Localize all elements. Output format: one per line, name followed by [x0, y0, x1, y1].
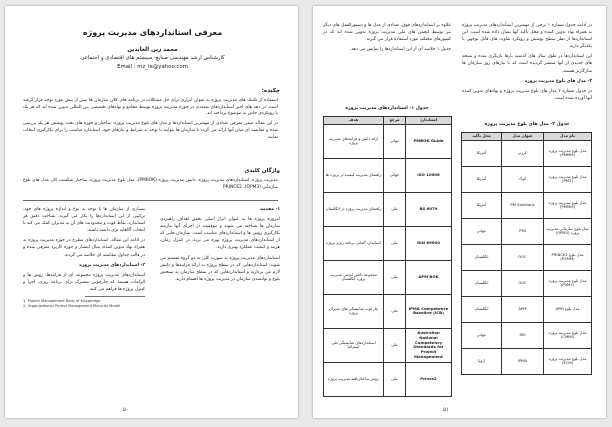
table-row [462, 166, 592, 192]
column-header: هدف [324, 117, 384, 125]
table-caption: جدول ۲- مدل های بلوغ مدیریت پروژه [484, 122, 570, 127]
body-column-right [462, 22, 592, 105]
table-cell: ISO 10006 [406, 158, 452, 192]
column-header: نام مدل [544, 133, 592, 141]
table-cell: APM BOK [406, 260, 452, 294]
table-row [462, 296, 592, 322]
table-cell: راهنمای مدیریت کیفیت در پروژه ها [324, 158, 384, 192]
table-cell: استانداردهای شایستگی ملی استرالیا [324, 328, 384, 362]
table-cell: روش ساختاریافته مدیریت پروژه [324, 362, 384, 396]
body-heading: ۱- مقدمه [260, 207, 280, 212]
table-cell: استاندارد آلمانی برنامه ریزی پروژه [324, 226, 384, 260]
table-cell: IPMA [502, 348, 544, 374]
table-cell: کرزنر [502, 140, 544, 166]
body-paragraph: در ادامه این مقاله، استانداردهای مطرح در حوزه مدیریت پروژه به همراه نهاد تدوین کننده، سال انتشار و حوزه کاربرد معرفی شده و در قالب جداول مقایسه ای خلاصه می گردند. [23, 238, 145, 258]
table-row [462, 348, 592, 374]
table-cell: مدل بلوغ مدیریت پروژه (PMMM) [544, 140, 592, 166]
table-cell: آمریکا [462, 192, 502, 218]
table-cell: مدل بلوغ مدیریت پروژه (ECM) [544, 348, 592, 374]
table-cell: مدل بلوغ PRINCE2 (P2MM) [544, 244, 592, 270]
table-cell: راهنمای مدیریت پروژه در انگلستان [324, 192, 384, 226]
table-cell: ملی [384, 260, 406, 294]
body-heading: ۲- استانداردهای مدیریت پروژه [79, 262, 145, 268]
article-title: معرفی استانداردهای مدیریت پروژه [82, 28, 223, 37]
body-column-left [23, 206, 145, 310]
body-heading: ۳- مدل های بلوغ مدیریت پروژه [524, 78, 592, 84]
abstract-body [23, 98, 278, 141]
abstract-paragraph: در این مقاله ضمن معرفی تعدادی از مهمترین استانداردها و مدل های بلوغ مدیریت پروژه، ساختار و حوزه های تحت پوشش هر یک بررسی شده و مقایسه ای میان آنها ارائه می گردد تا سازمان ها بتوانند با توجه به شرایط و نیازهای خود، استاندارد مناسب را برای بکارگیری انتخاب نمایند. [23, 121, 278, 140]
body-paragraph: در ادامه جدول شماره ۱ برخی از مهمترین استانداردهای مدیریت پروژه به همراه نهاد تدوین کننده و محل تأکید آنها نشان داده شده است. این استانداردها از نظر سطح پوشش و رویکرد تفاوت های قابل توجهی با یکدیگر دارند. [462, 23, 592, 50]
body-paragraph: در جدول شماره ۲ مدل های بلوغ مدیریت پروژه و نهادهای تدوین کننده آنها آورده شده است. [462, 88, 592, 101]
body-column-left [323, 22, 451, 56]
page-number: ۵۱ [443, 407, 449, 413]
author-block [35, 46, 270, 71]
column-header: مرجع [384, 117, 406, 125]
keywords-heading: واژگان کلیدی [244, 168, 280, 174]
table-cell: مدل بلوغ مدیریت پروژه (PM2) [544, 166, 592, 192]
table-cell: مدل بلوغ سازمانی مدیریت پروژه (OPM3) [544, 218, 592, 244]
column-header: عنوان مدل [502, 133, 544, 141]
body-paragraph: استانداردهای مدیریت پروژه مجموعه ای از فرایندها، روش ها و الزامات هستند که چارچوبی مشترک برای برنامه ریزی، اجرا و کنترل پروژه ها فراهم می کنند. [23, 272, 145, 292]
table-cell: جهانی [462, 218, 502, 244]
table-row [462, 270, 592, 296]
body-paragraph: این استانداردها در طول سال های گذشته بارها بازنگری شده و نسخه های جدیدی از آنها منتشر گردیده است که با نیازهای روز سازمان ها سازگارتر هستند. [462, 54, 592, 74]
table-cell: مدل بلوغ مدیریت پروژه (P3M3) [544, 270, 592, 296]
table-cell: Prince2 [406, 362, 452, 396]
table-cell: آمریکا [462, 166, 502, 192]
table-cell: OGC [502, 270, 544, 296]
column-header: محل تأکید [462, 133, 502, 141]
table-row [324, 192, 452, 226]
table-cell: مدل بلوغ مدیریت پروژه (CMMI) [544, 322, 592, 348]
body-paragraph: علاوه بر استانداردهای فوق، تعدادی از مدل ها و دستورالعمل های دیگر نیز توسط انجمن های ملی مدیریت پروژه تدوین شده اند که در کشورهای مختلف مورد استفاده قرار می گیرند. [323, 23, 451, 43]
right-page [313, 6, 606, 418]
table-cell: مدل بلوغ مدیریت پروژه (PMMM) [544, 192, 592, 218]
body-paragraph: استانداردهای مدیریت پروژه به صورت کلی به دو گروه تقسیم می شوند: استانداردهایی که در سطح پروژه به ارائه فرایندها و دانش لازم می پردازند و استانداردهایی که در سطح سازمان به سنجش بلوغ و توانمندی سازمان در مدیریت پروژه ها اهتمام دارند. [160, 255, 280, 282]
footnote-rule [85, 296, 145, 297]
table-cell: جهانی [384, 158, 406, 192]
table-row [324, 362, 452, 396]
table-cell: مجموعه دانش انجمن مدیریت پروژه انگلستان [324, 260, 384, 294]
table-row [324, 260, 452, 294]
table-cell: DIN 69900 [406, 226, 452, 260]
table-cell: کوک [502, 166, 544, 192]
table-cell: PMBOK Guide [406, 124, 452, 158]
table-cell: جهانی [462, 322, 502, 348]
table-row [462, 218, 592, 244]
table-cell: اروپا [462, 348, 502, 374]
table-cell: انگلستان [462, 244, 502, 270]
table-row [462, 244, 592, 270]
body-paragraph: امروزه پروژه ها به عنوان ابزار اصلی تحقق اهداف راهبردی سازمان ها شناخته می شوند و موفقیت در اجرای آنها نیازمند بکارگیری روش ها و استانداردهای مناسب است. سازمان هایی که از استانداردهای مدیریت پروژه بهره می برند، در کنترل زمان، هزینه و کیفیت عملکرد بهتری دارند. [160, 217, 280, 251]
footnote: 1. Project Management Body of Knowledge [23, 299, 101, 304]
column-header: استاندارد [406, 117, 452, 125]
table-cell: جهانی [384, 124, 406, 158]
table-cell: آمریکا [462, 140, 502, 166]
author-name: محمد زین العابدین [127, 47, 178, 53]
table-cell: ملی [384, 362, 406, 396]
table-cell: ملی [384, 226, 406, 260]
table-row [324, 226, 452, 260]
abstract-heading: چکیده: [261, 88, 280, 94]
table-cell: OGC [502, 244, 544, 270]
table-cell: PMI [502, 218, 544, 244]
table-cell: مدل بلوغ APM [544, 296, 592, 322]
author-affiliation: کارشناس ارشد مهندسی صنایع- سیستم های اقتصادی و اجتماعی [80, 55, 225, 62]
table-caption: جدول ۱- استانداردهای مدیریت پروژه [345, 106, 429, 111]
table-cell: PM Solutions [502, 192, 544, 218]
table-row [324, 124, 452, 158]
table-row [462, 140, 592, 166]
body-paragraph: جدول ۱ خلاصه ای از این استانداردها را نمایش می دهد. [349, 47, 451, 53]
table-cell: BS 6079 [406, 192, 452, 226]
table-cell: APM [502, 296, 544, 322]
table-row [324, 328, 452, 362]
table-row [324, 294, 452, 328]
table-cell: ملی [384, 294, 406, 328]
left-page [5, 6, 298, 418]
table-row [324, 158, 452, 192]
table-cell: ارائه دانش و فرایندهای مدیریت پروژه [324, 124, 384, 158]
table-cell: SEI [502, 322, 544, 348]
abstract-paragraph: استفاده از تکنیک های مدیریت پروژه به عنوان ابزاری برای حل مشکلات در برنامه های کلان سازمان ها بیش از پیش مورد توجه قرار گرفته است. در دهه های اخیر استانداردهای متعددی در حوزه مدیریت پروژه توسط مجامع و نهادهای تخصصی بین المللی تدوین شده اند که هر یک با رویکردی خاص به موضوع پرداخته اند. [23, 98, 278, 117]
table-cell: IPMA Competence Baseline (ICB) [406, 294, 452, 328]
footnote: 2. Organizational Project Management Maturity Model [23, 304, 121, 309]
standards-table [323, 116, 452, 397]
table-row [462, 322, 592, 348]
page-number: ۵۰ [123, 407, 129, 413]
table-row [462, 192, 592, 218]
author-email: Email : mz_ie@yahoo.com [117, 63, 188, 70]
table-cell: انگلستان [462, 270, 502, 296]
body-column-right [160, 206, 280, 286]
table-cell: Australian National Competency Standards for Project Management [406, 328, 452, 362]
section-divider [23, 200, 278, 201]
table-cell: ملی [384, 192, 406, 226]
body-paragraph: بسیاری از سازمان ها با توجه به نوع و اندازه پروژه های خود، ترکیبی از این استانداردها را بکار می گیرند. شناخت دقیق هر استاندارد، نقاط قوت و محدودیت های آن به مدیران کمک می کند تا انتخاب آگاهانه تری داشته باشند. [23, 207, 145, 234]
table-cell: چارچوب شایستگی های مدیران پروژه [324, 294, 384, 328]
maturity-models-table [461, 132, 592, 375]
table-cell: ملی [384, 328, 406, 362]
table-cell: انگلستان [462, 296, 502, 322]
keywords-body: مدیریت پروژه، استانداردهای مدیریت پروژه، دانش مدیریت پروژه (PMBOK)، مدل بلوغ مدیریت پروژه، ساختار شکست کار، مدل های بلوغ سازمانی (OPM3)، PRINCE2 [23, 178, 278, 190]
